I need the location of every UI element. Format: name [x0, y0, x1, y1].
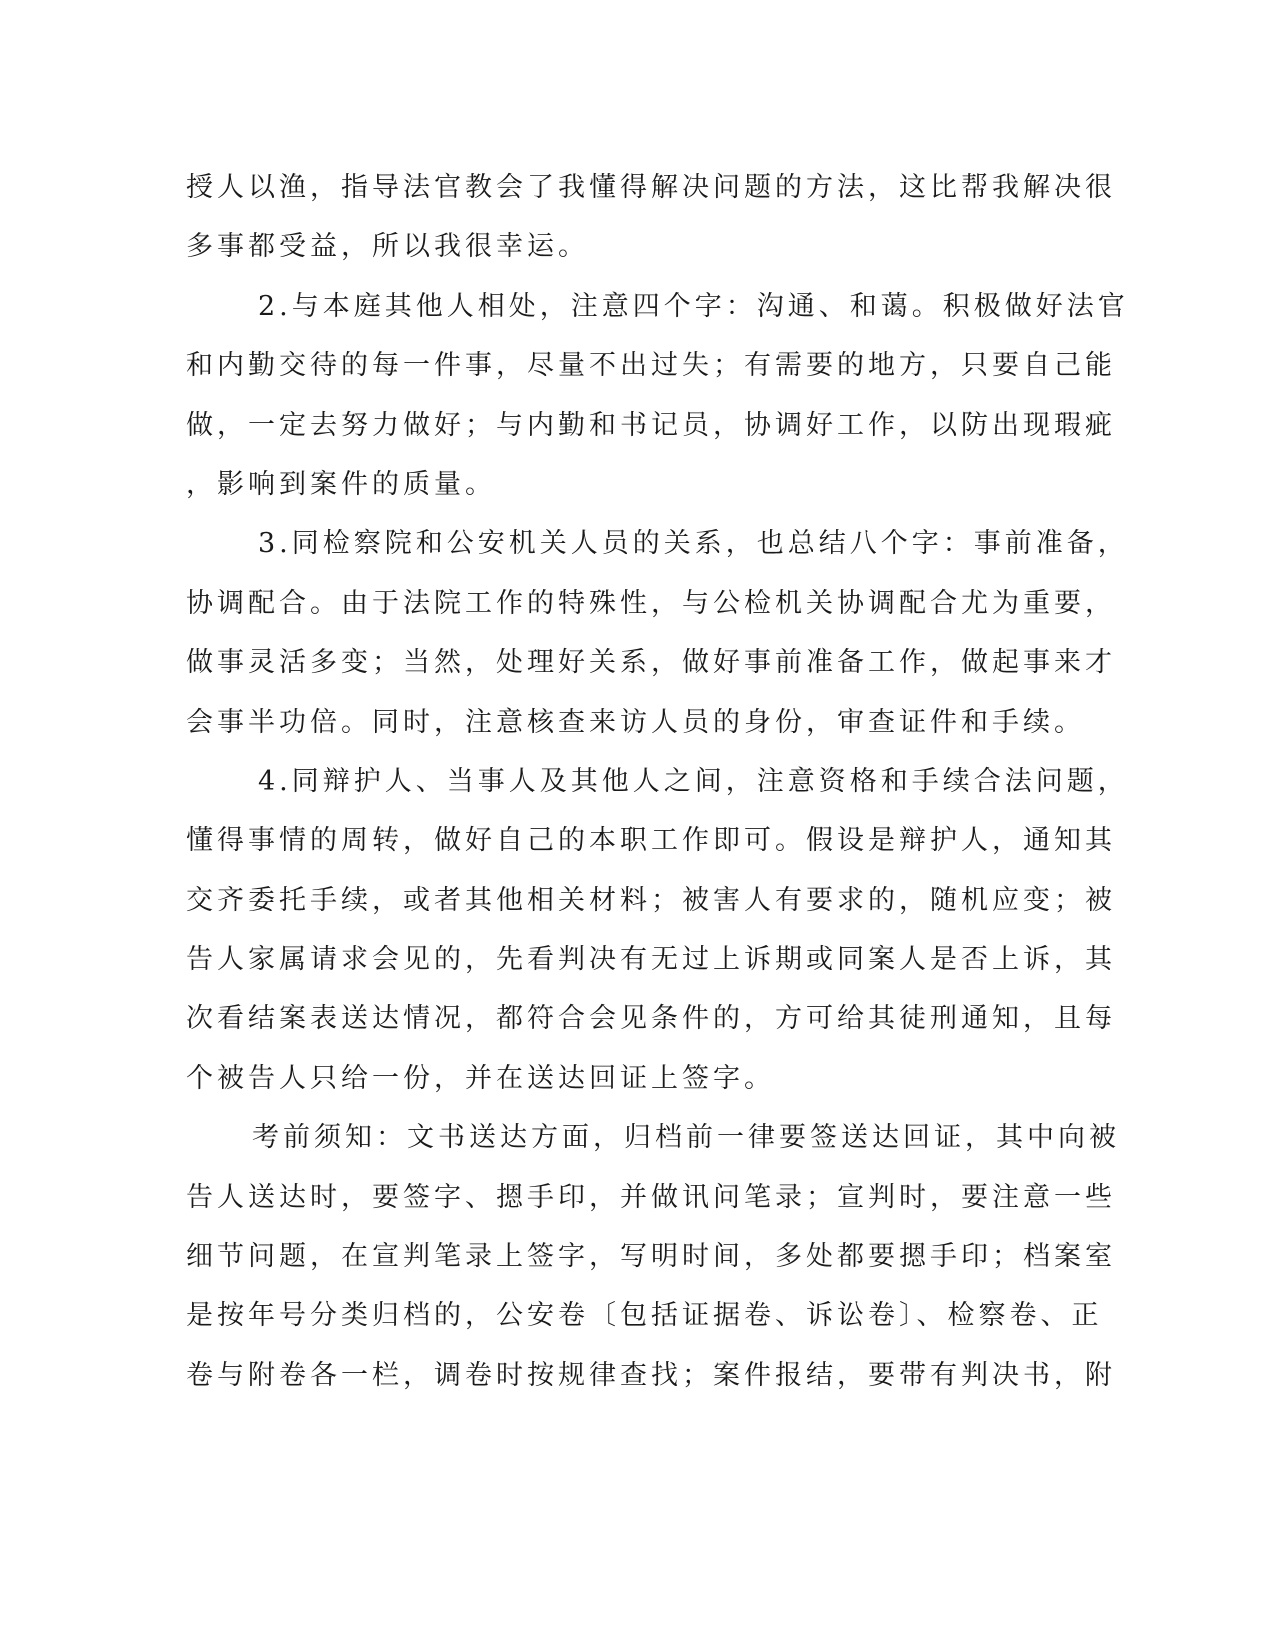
paragraph-4-start: 4.同辩护人、当事人及其他人之间，注意资格和手续合法问题， — [258, 765, 1129, 797]
text-line: 会事半功倍。同时，注意核查来访人员的身份，审查证件和手续。 — [186, 706, 1085, 738]
text-line: 做，一定去努力做好；与内勤和书记员，协调好工作，以防出现瑕疵 — [186, 409, 1116, 441]
text-line: 次看结案表送达情况，都符合会见条件的，方可给其徒刑通知，且每 — [186, 1003, 1116, 1035]
text-line: 协调配合。由于法院工作的特殊性，与公检机关协调配合尤为重要， — [186, 587, 1116, 619]
text-line: 卷与附卷各一栏，调卷时按规律查找；案件报结，要带有判决书，附 — [186, 1359, 1116, 1391]
document-body — [186, 158, 1129, 1405]
text-line: 和内勤交待的每一件事，尽量不出过失；有需要的地方，只要自己能 — [186, 350, 1116, 382]
text-line: ，影响到案件的质量。 — [186, 468, 496, 500]
text-line: 告人送达时，要签字、摁手印，并做讯问笔录；宣判时，要注意一些 — [186, 1181, 1116, 1213]
text-line: 个被告人只给一份，并在送达回证上签字。 — [186, 1062, 775, 1094]
paragraph-3-start: 3.同检察院和公安机关人员的关系，也总结八个字：事前准备， — [258, 528, 1129, 560]
paragraph-notes-start: 考前须知：文书送达方面，归档前一律要签送达回证，其中向被 — [252, 1122, 1120, 1154]
text-line: 多事都受益，所以我很幸运。 — [186, 231, 589, 263]
text-line: 细节问题，在宣判笔录上签字，写明时间，多处都要摁手印；档案室 — [186, 1241, 1116, 1273]
text-line: 做事灵活多变；当然，处理好关系，做好事前准备工作，做起事来才 — [186, 647, 1116, 679]
text-line: 授人以渔，指导法官教会了我懂得解决问题的方法，这比帮我解决很 — [186, 172, 1116, 203]
text-line: 是按年号分类归档的，公安卷〔包括证据卷、诉讼卷〕、检察卷、正 — [186, 1300, 1103, 1332]
text-line: 懂得事情的周转，做好自己的本职工作即可。假设是辩护人，通知其 — [186, 825, 1116, 857]
text-line: 告人家属请求会见的，先看判决有无过上诉期或同案人是否上诉，其 — [186, 944, 1116, 976]
text-line: 交齐委托手续，或者其他相关材料；被害人有要求的，随机应变；被 — [186, 884, 1116, 916]
paragraph-2-start: 2.与本庭其他人相处，注意四个字：沟通、和蔼。积极做好法官 — [258, 290, 1129, 322]
